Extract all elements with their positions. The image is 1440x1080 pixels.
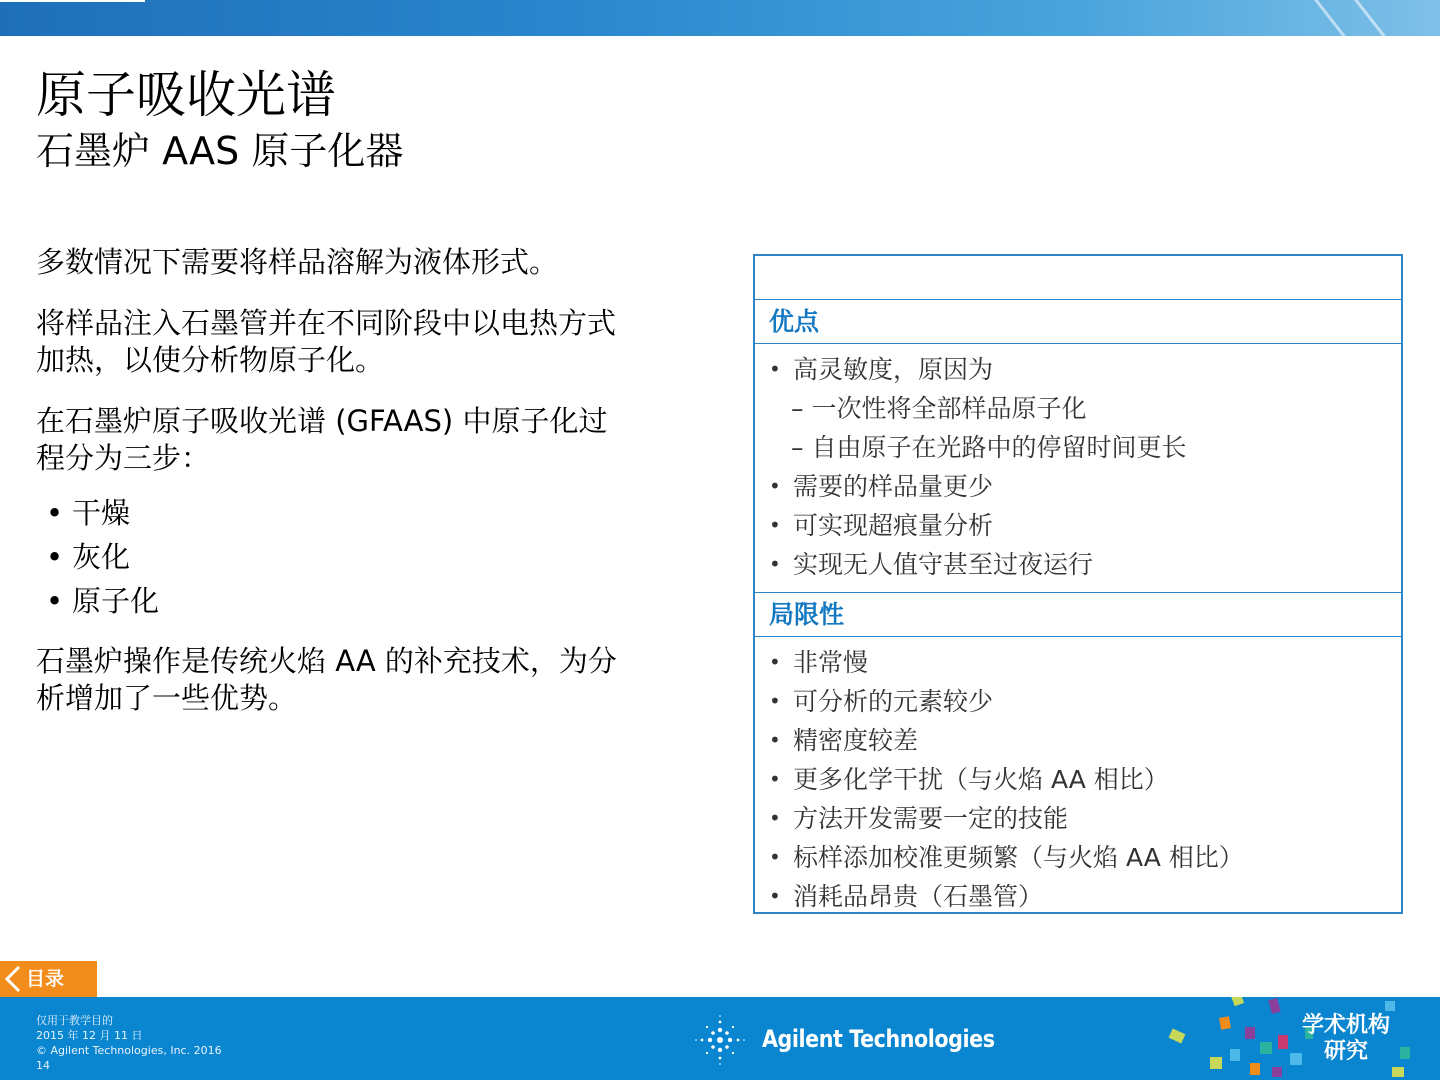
bullet-icon: • <box>46 584 64 618</box>
toc-button[interactable] <box>0 961 97 997</box>
list-item: • 实现无人值守甚至过夜运行 <box>769 545 1387 584</box>
list-item: • 非常慢 <box>769 643 1387 682</box>
agilent-spark-icon <box>693 1013 747 1067</box>
list-item: – 自由原子在光路中的停留时间更长 <box>791 433 1187 462</box>
list-item: • 高灵敏度，原因为 <box>769 350 1387 389</box>
list-item: • 可实现超痕量分析 <box>769 506 1387 545</box>
pros-cons-table <box>753 254 1403 914</box>
body-text <box>36 244 636 741</box>
footer-copyright: © Agilent Technologies, Inc. 2016 <box>36 1044 222 1057</box>
paragraph-3: 在石墨炉原子吸收光谱 (GFAAS) 中原子化过程分为三步： <box>36 404 608 475</box>
paragraph-2: 将样品注入石墨管并在不同阶段中以电热方式加热，以使分析物原子化。 <box>36 306 617 377</box>
advantages-cell <box>755 344 1401 593</box>
list-item: • 方法开发需要一定的技能 <box>769 799 1387 838</box>
footer-date: 2015 年 12 月 11 日 <box>36 1029 143 1042</box>
limitations-cell <box>755 637 1401 924</box>
footer-bar <box>0 997 1440 1080</box>
paragraph-4: 石墨炉操作是传统火焰 AA 的补充技术，为分析增加了一些优势。 <box>36 644 617 715</box>
top-banner <box>0 0 1440 36</box>
advantages-heading: 优点 <box>755 300 1401 344</box>
bullet-icon: • <box>769 884 781 908</box>
bullet-icon: • <box>769 474 781 498</box>
bullet-icon: • <box>769 513 781 537</box>
page-subtitle: 石墨炉 AAS 原子化器 <box>36 129 404 173</box>
table-header-row <box>755 256 1401 300</box>
limitations-list <box>769 643 1387 916</box>
bullet-icon: • <box>46 540 64 574</box>
list-item: • 干燥 <box>36 491 636 535</box>
list-item: • 更多化学干扰（与火焰 AA 相比） <box>769 760 1387 799</box>
list-item: • 标样添加校准更频繁（与火焰 AA 相比） <box>769 838 1387 877</box>
bullet-icon: • <box>769 767 781 791</box>
bullet-icon: • <box>769 728 781 752</box>
steps-list <box>36 491 636 623</box>
page-number: 14 <box>36 1059 50 1072</box>
bullet-icon: • <box>769 806 781 830</box>
limitations-heading: 局限性 <box>755 593 1401 637</box>
list-item: • 需要的样品量更少 <box>769 467 1387 506</box>
banner-streak <box>1346 0 1398 36</box>
bullet-icon: • <box>769 845 781 869</box>
paragraph-1: 多数情况下需要将样品溶解为液体形式。 <box>36 245 559 279</box>
list-item: • 可分析的元素较少 <box>769 682 1387 721</box>
list-item: • 灰化 <box>36 535 636 579</box>
bullet-icon: • <box>769 650 781 674</box>
toc-label: 目录 <box>26 968 65 990</box>
bullet-icon: • <box>46 496 64 530</box>
advantages-list <box>769 350 1387 584</box>
footer-meta <box>36 1013 222 1073</box>
list-item: • 消耗品昂贵（石墨管） <box>769 877 1387 916</box>
bullet-icon: • <box>769 552 781 576</box>
page-title: 原子吸收光谱 <box>36 66 336 124</box>
institution-label: 学术机构 研究 <box>1301 1013 1390 1064</box>
list-item: • 精密度较差 <box>769 721 1387 760</box>
list-item: – 一次性将全部样品原子化 <box>791 394 1087 423</box>
banner-tab-line <box>0 0 145 2</box>
bullet-icon: • <box>769 689 781 713</box>
footer-purpose: 仅用于教学目的 <box>36 1014 113 1027</box>
chevron-left-icon <box>4 965 24 993</box>
banner-streak <box>1306 0 1358 36</box>
brand-name: Agilent Technologies <box>762 1025 995 1053</box>
list-item: • 原子化 <box>36 579 636 623</box>
bullet-icon: • <box>769 357 781 381</box>
